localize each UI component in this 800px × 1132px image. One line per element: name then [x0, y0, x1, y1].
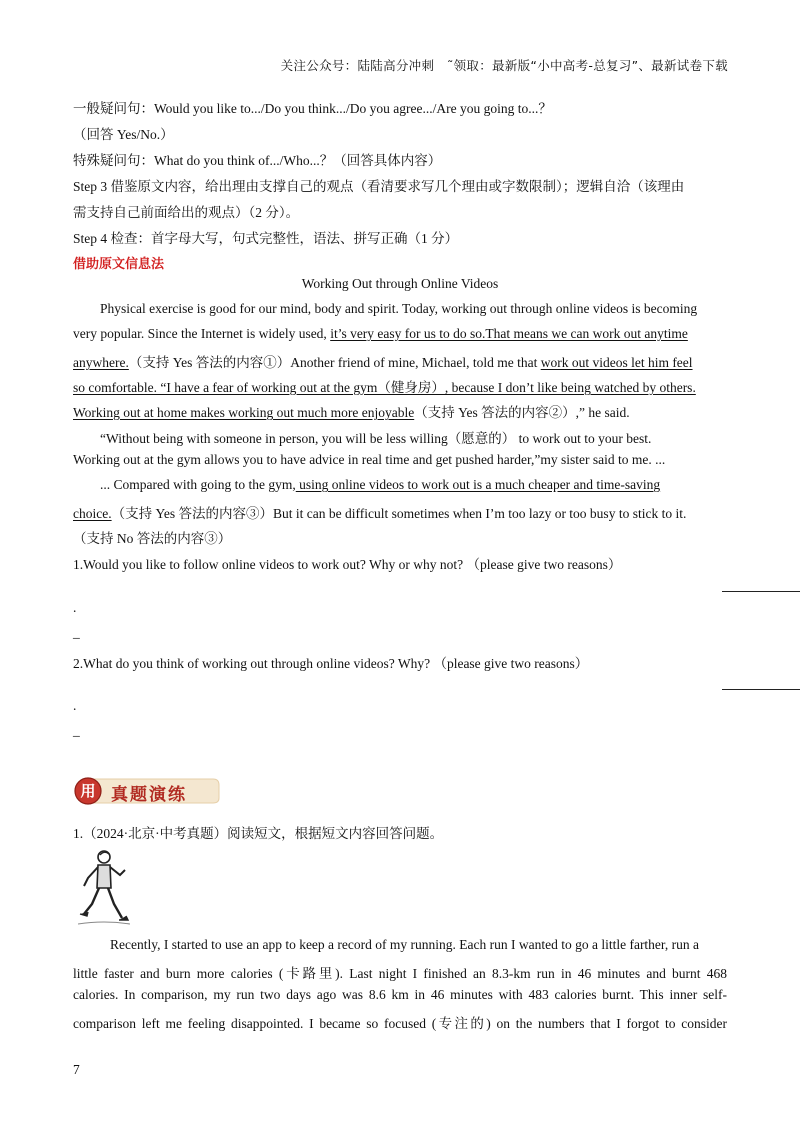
- article-line: [100, 477, 660, 493]
- article-line: [73, 502, 686, 522]
- plain-text: ... Compared with going to the gym,: [100, 477, 296, 492]
- answer-dot: .: [73, 600, 77, 615]
- text-line: （回答 Yes/No.）: [73, 127, 174, 142]
- answer-line[interactable]: [722, 591, 800, 592]
- exam-line: little faster and burn more calories (卡路里). Last night I finished an 8.3-km run in 46 minutes and burnt 468: [73, 966, 727, 981]
- runner-illustration: [78, 848, 130, 926]
- note-text: （支持 Yes 答法的内容②）,” he said.: [414, 405, 630, 420]
- text-line: Step 3 借鉴原文内容，给出理由支撑自己的观点（看清要求写几个理由或字数限制）；逻辑自洽（该理由: [73, 179, 685, 194]
- note-text: （支持 Yes 答法的内容①）: [128, 355, 291, 370]
- text-line: 特殊疑问句：What do you think of.../Who...？（回答具体内容）: [73, 153, 442, 168]
- exam-intro: 1.（2024·北京·中考真题）阅读短文，根据短文内容回答问题。: [73, 826, 444, 841]
- text-line: Step 4 检查：首字母大写，句式完整性，语法、拼写正确（1 分）: [73, 231, 459, 246]
- plain-text: （支持 Yes 答法的内容③）But it can be difficult sometimes when I’m too lazy or too busy to stick to it.: [111, 506, 687, 521]
- answer-dash: _: [73, 625, 80, 640]
- article-line: Physical exercise is good for our mind, body and spirit. Today, working out through online videos is becoming: [100, 301, 698, 316]
- page-header: 关注公众号：陆陆高分冲刺 ˜领取：最新版“小中高考-总复习”、最新试卷下载: [280, 58, 728, 73]
- underlined-text: it’s very easy for us to do so.That means we can work out anytime: [330, 326, 688, 341]
- article-line: so comfortable. “I have a fear of working out at the gym（健身房）, because I don’t like being watched by others.: [73, 380, 696, 395]
- exam-line: calories. In comparison, my run two days ago was 8.6 km in 46 minutes with 483 calories burnt. This inner self-: [73, 987, 727, 1002]
- answer-dot: .: [73, 698, 77, 713]
- underlined-text: Working out at home makes working out much more enjoyable: [73, 405, 415, 420]
- underlined-text: using online videos to work out is a much cheaper and time-saving: [295, 477, 661, 492]
- exam-line: comparison left me feeling disappointed. I became so focused (专注的) on the numbers that I forgot to consider: [73, 1016, 727, 1031]
- practice-badge: [73, 776, 221, 806]
- article-line: Working out at the gym allows you to have advice in real time and get pushed harder,”my sister said to me. ...: [73, 452, 666, 467]
- article-line: [73, 351, 693, 371]
- article-line: [73, 326, 688, 342]
- plain-text: very popular. Since the Internet is widely used,: [73, 326, 331, 341]
- page-number: 7: [73, 1062, 80, 1077]
- exam-line: Recently, I started to use an app to keep a record of my running. Each run I wanted to go a little farther, run a: [110, 937, 699, 952]
- question-1: 1.Would you like to follow online videos to work out? Why or why not? （please give two reasons）: [73, 557, 622, 572]
- underlined-text: anywhere.: [73, 355, 129, 370]
- article-line: “Without being with someone in person, you will be less willing（愿意的） to work out to your best.: [100, 431, 652, 446]
- article-line: [73, 401, 630, 421]
- article-line: （支持 No 答法的内容③）: [73, 531, 232, 546]
- article-title: Working Out through Online Videos: [301, 276, 499, 291]
- answer-dash: _: [73, 723, 80, 738]
- runner-icon: [78, 848, 130, 926]
- text-line: 需支持自己前面给出的观点）（2 分）。: [73, 205, 300, 220]
- badge-label: 真题演练: [111, 785, 187, 805]
- answer-line[interactable]: [722, 689, 800, 690]
- text-line: 一般疑问句：Would you like to.../Do you think.../Do you agree.../Are you going to...？: [73, 101, 552, 116]
- section-title: 借助原文信息法: [73, 257, 165, 272]
- question-2: 2.What do you think of working out through online videos? Why? （please give two reasons）: [73, 656, 589, 671]
- underlined-text: work out videos let him feel: [540, 355, 693, 370]
- plain-text: Another friend of mine, Michael, told me that: [290, 355, 541, 370]
- underlined-text: choice.: [73, 506, 112, 521]
- badge-char: 用: [80, 782, 96, 800]
